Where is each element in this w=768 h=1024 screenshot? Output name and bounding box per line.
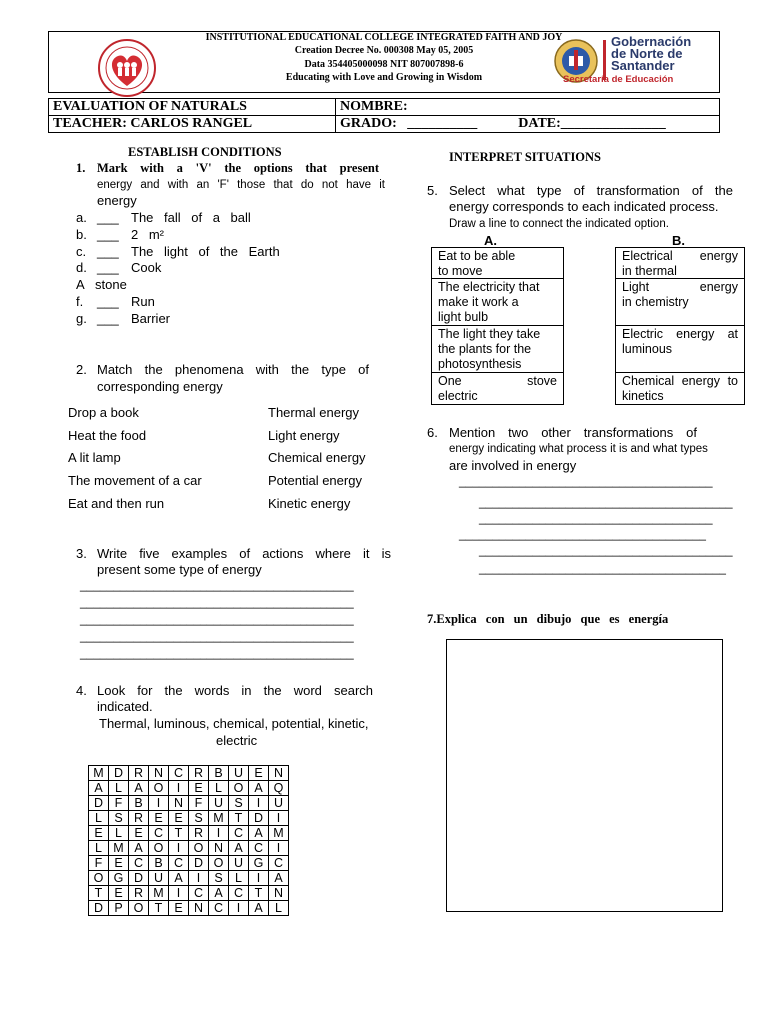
word-search-cell[interactable]: E <box>109 886 129 901</box>
q1-prompt: Mark with a 'V' the options that present <box>97 161 379 175</box>
q6-answer-2c[interactable]: _____________________________________ <box>479 561 726 575</box>
phenomenon-item: Heat the food <box>68 427 147 443</box>
q5-prompt-cont: energy corresponds to each indicated process. <box>449 199 719 214</box>
q3-answer-line[interactable] <box>80 595 354 609</box>
q1-answer-blank[interactable]: ___ <box>97 243 119 259</box>
process-option-line: light bulb <box>438 310 489 324</box>
word-search-cell[interactable]: A <box>209 886 229 901</box>
word-search-cell[interactable]: A <box>269 871 289 886</box>
word-search-cell[interactable]: C <box>189 886 209 901</box>
subject-cell: EVALUATION OF NATURALS <box>49 99 336 116</box>
word-search-cell[interactable]: U <box>229 766 249 781</box>
q4-prompt: Look for the words in the word search <box>97 683 373 698</box>
word-search-cell[interactable]: I <box>209 826 229 841</box>
date-field[interactable]: DATE:_______________ <box>518 116 666 131</box>
nombre-field[interactable]: NOMBRE: <box>336 99 720 116</box>
word-search-cell[interactable]: N <box>209 841 229 856</box>
word-search-cell[interactable]: A <box>129 781 149 796</box>
transformation-option[interactable] <box>615 278 745 326</box>
word-search-cell[interactable]: E <box>189 781 209 796</box>
transformation-option[interactable] <box>615 372 745 405</box>
word-search-cell[interactable]: O <box>149 781 169 796</box>
word-search-cell[interactable]: S <box>189 811 209 826</box>
process-option-line: The electricity that <box>438 280 540 294</box>
phenomenon-item: A lit lamp <box>68 450 121 466</box>
word-search-cell[interactable]: I <box>269 841 289 856</box>
school-logo <box>96 38 158 98</box>
word-search-cell[interactable]: N <box>169 796 189 811</box>
transformation-option-line: Chemical energy to <box>622 374 738 388</box>
word-search-cell[interactable]: A <box>249 826 269 841</box>
word-search-cell[interactable]: E <box>129 826 149 841</box>
q4-number: 4. <box>76 683 87 698</box>
word-search-cell[interactable]: B <box>129 796 149 811</box>
word-search-row <box>89 871 289 886</box>
transformation-option[interactable] <box>615 325 745 373</box>
q1-option-letter: g. <box>76 310 87 326</box>
word-search-cell[interactable]: O <box>149 841 169 856</box>
word-search-row <box>89 841 289 856</box>
process-option-line: photosynthesis <box>438 357 522 371</box>
school-name: INSTITUTIONAL EDUCATIONAL COLLEGE INTEGRATED FAITH AND JOY <box>205 32 563 43</box>
grado-field[interactable]: GRADO: __________ <box>340 116 478 131</box>
process-option-line: electric <box>438 389 478 403</box>
energy-type-item: Potential energy <box>268 473 362 489</box>
word-search-cell[interactable]: E <box>149 811 169 826</box>
q3-answer-line[interactable] <box>80 612 354 626</box>
word-search-cell[interactable]: I <box>189 871 209 886</box>
word-search-cell[interactable]: F <box>109 796 129 811</box>
q2-prompt: Match the phenomena with the type of <box>97 362 369 377</box>
word-search-cell[interactable]: T <box>149 901 169 916</box>
word-search-cell[interactable]: G <box>249 856 269 871</box>
q3-prompt-cont: present some type of energy <box>97 562 262 577</box>
motto: Educating with Love and Growing in Wisdom <box>285 72 483 83</box>
word-search-cell[interactable]: D <box>249 811 269 826</box>
q6-prompt: Mention two other transformations of <box>449 425 697 440</box>
gob-line3: Santander <box>611 58 675 73</box>
q1-option-text: The fall of a ball <box>131 210 251 225</box>
word-search-cell[interactable]: D <box>129 871 149 886</box>
data-line: Data 354405000098 NIT 807007898-6 <box>304 59 464 70</box>
q1-prompt-cont: energy and with an 'F' those that do not have it <box>97 179 385 191</box>
word-search-cell[interactable]: A <box>169 871 189 886</box>
word-search-cell[interactable]: A <box>89 781 109 796</box>
word-search-cell[interactable]: L <box>89 811 109 826</box>
word-search-cell[interactable]: U <box>229 856 249 871</box>
transformation-option-line: Electric energy at <box>622 327 738 341</box>
word-search-cell[interactable]: C <box>249 841 269 856</box>
gob-line1: Gobernación <box>611 34 692 49</box>
word-search-cell[interactable]: L <box>209 781 229 796</box>
q1-answer-blank[interactable]: ___ <box>97 260 119 276</box>
energy-type-item: Thermal energy <box>268 405 360 420</box>
q3-answer-line[interactable] <box>80 629 354 643</box>
section-establish-title: ESTABLISH CONDITIONS <box>128 145 282 159</box>
word-search-cell[interactable]: Q <box>269 781 289 796</box>
q1-answer-blank[interactable]: ___ <box>97 310 119 326</box>
q6-prompt-end: are involved in energy <box>449 458 577 473</box>
answer-blank: _________________________________________ <box>80 646 354 660</box>
word-search-cell[interactable]: D <box>109 766 129 781</box>
word-search-cell[interactable]: C <box>229 826 249 841</box>
word-search-cell[interactable]: R <box>129 886 149 901</box>
q6-number: 6. <box>427 425 438 440</box>
process-option-line: Eat to be able <box>438 249 516 263</box>
word-search-cell[interactable]: F <box>89 856 109 871</box>
word-search-cell[interactable]: S <box>209 871 229 886</box>
word-search-cell[interactable]: O <box>209 856 229 871</box>
process-option-line: the plants for the <box>438 342 532 356</box>
word-search-cell[interactable]: N <box>269 886 289 901</box>
word-search-row <box>89 781 289 796</box>
q2-prompt-cont: corresponding energy <box>97 379 223 394</box>
transformation-option-line: Electrical energy <box>622 249 738 263</box>
column-a-label: A. <box>484 233 497 248</box>
word-search-cell[interactable]: N <box>189 901 209 916</box>
word-search-cell[interactable]: I <box>169 841 189 856</box>
process-option[interactable] <box>431 247 564 279</box>
q1-option-letter: b. <box>76 226 87 242</box>
transformation-option[interactable] <box>615 247 745 279</box>
word-search-cell[interactable]: I <box>249 796 269 811</box>
word-search-cell[interactable]: B <box>209 766 229 781</box>
process-option-line: The light they take <box>438 327 541 341</box>
word-search-cell[interactable]: D <box>189 856 209 871</box>
student-info-table <box>48 98 720 133</box>
word-search-row <box>89 826 289 841</box>
word-search-cell[interactable]: T <box>89 886 109 901</box>
drawing-area[interactable] <box>446 639 723 912</box>
word-search-cell[interactable]: L <box>109 781 129 796</box>
phenomenon-item: The movement of a car <box>68 473 202 489</box>
q6-answer-1c[interactable]: ___________________________________ <box>479 511 713 525</box>
q3-answer-line[interactable] <box>80 578 354 592</box>
word-search-cell[interactable]: P <box>109 901 129 916</box>
phenomenon-item: Drop a book <box>68 405 139 420</box>
transformation-option-line: luminous <box>622 342 673 356</box>
word-search-cell[interactable]: U <box>149 871 169 886</box>
answer-blank: _________________________________________ <box>80 595 354 609</box>
energy-type-item: Light energy <box>268 427 340 443</box>
q7-prompt: 7.Explica con un dibujo que es energía <box>427 612 669 626</box>
word-search-cell[interactable]: O <box>189 841 209 856</box>
word-search-cell[interactable]: T <box>229 811 249 826</box>
word-search-cell[interactable]: E <box>109 856 129 871</box>
transformation-option-line: in chemistry <box>622 295 689 309</box>
q6-answer-1b[interactable]: ______________________________________ <box>479 495 733 509</box>
word-search-cell[interactable]: A <box>229 841 249 856</box>
word-search-cell[interactable]: O <box>89 871 109 886</box>
word-search-cell[interactable]: N <box>269 766 289 781</box>
q5-prompt: Select what type of transformation of the <box>449 183 733 198</box>
q3-answer-line[interactable] <box>80 646 354 660</box>
word-search-cell[interactable]: E <box>89 826 109 841</box>
word-search-cell[interactable]: I <box>169 886 189 901</box>
word-search-cell[interactable]: S <box>109 811 129 826</box>
energy-type-item: Kinetic energy <box>268 495 351 511</box>
word-search-row <box>89 856 289 871</box>
q1-number: 1. <box>76 161 86 175</box>
word-search-cell[interactable]: F <box>189 796 209 811</box>
word-search-cell[interactable]: I <box>269 811 289 826</box>
word-search-cell[interactable]: C <box>229 886 249 901</box>
word-search-cell[interactable]: D <box>89 901 109 916</box>
q5-instruction: Draw a line to connect the indicated option. <box>449 218 669 230</box>
word-search-cell[interactable]: M <box>149 886 169 901</box>
q1-option-text: 2 m² <box>131 226 164 242</box>
word-search-cell[interactable]: A <box>129 841 149 856</box>
transformation-option-line: kinetics <box>622 389 664 403</box>
q4-words-cont: electric <box>216 733 258 748</box>
column-b-label: B. <box>672 233 685 248</box>
q6-answer-2[interactable]: _____________________________________ <box>459 527 706 541</box>
word-search-cell[interactable]: M <box>109 841 129 856</box>
word-search-cell[interactable]: T <box>169 826 189 841</box>
q1-option-text: Barrier <box>131 310 171 326</box>
q1-option-letter: a. <box>76 210 87 225</box>
word-search-row <box>89 766 289 781</box>
teacher-cell: TEACHER: CARLOS RANGEL <box>49 116 336 133</box>
word-search-cell[interactable]: C <box>149 826 169 841</box>
q1-option-letter: c. <box>76 243 87 259</box>
process-option-line: One stove <box>438 374 557 388</box>
word-search-cell[interactable]: B <box>149 856 169 871</box>
word-search-cell[interactable]: L <box>229 871 249 886</box>
word-search-cell[interactable]: C <box>169 766 189 781</box>
word-search-cell[interactable]: L <box>89 841 109 856</box>
answer-blank: _________________________________________ <box>80 578 354 592</box>
gob-line2: de Norte de <box>611 46 683 61</box>
q4-words: Thermal, luminous, chemical, potential, kinetic, <box>99 716 369 731</box>
word-search-cell[interactable]: E <box>169 811 189 826</box>
q3-prompt: Write five examples of actions where it is <box>97 546 391 561</box>
q1-answer-blank[interactable]: ___ <box>97 226 119 242</box>
q1-option-text: The light of the Earth <box>131 243 280 259</box>
gob-sub: Secretaría de Educación <box>563 74 674 85</box>
q1-option-letter: d. <box>76 260 87 276</box>
word-search-cell[interactable]: G <box>109 871 129 886</box>
section-interpret-title: INTERPRET SITUATIONS <box>449 150 602 164</box>
answer-blank: _________________________________________ <box>80 629 354 643</box>
process-option[interactable] <box>431 325 564 373</box>
word-search-cell[interactable]: A <box>249 901 269 916</box>
q6-answer-1[interactable]: ______________________________________ <box>459 474 713 488</box>
transformation-option-line: Light energy <box>622 280 738 294</box>
word-search-row <box>89 811 289 826</box>
gobernacion-logo <box>553 34 713 90</box>
word-search-cell[interactable]: C <box>169 856 189 871</box>
word-search-cell[interactable]: M <box>89 766 109 781</box>
q1-option-text: Run <box>131 294 155 309</box>
word-search-cell[interactable]: E <box>249 766 269 781</box>
word-search-cell[interactable]: N <box>149 766 169 781</box>
q6-prompt-cont: energy indicating what process it is and what types <box>449 443 708 455</box>
process-option[interactable] <box>431 278 564 326</box>
q1-option-letter: A <box>76 277 85 293</box>
q1-answer-blank[interactable]: ___ <box>97 294 119 309</box>
word-search-cell[interactable]: M <box>209 811 229 826</box>
grado-date-cell[interactable] <box>336 116 720 133</box>
word-search-cell[interactable]: R <box>189 826 209 841</box>
q1-prompt-end: energy <box>97 193 137 208</box>
q1-option-letter: f. <box>76 294 84 309</box>
phenomenon-item: Eat and then run <box>68 495 165 511</box>
word-search-row <box>89 901 289 916</box>
q6-answer-2b[interactable]: ______________________________________ <box>479 543 733 557</box>
word-search-cell[interactable]: I <box>149 796 169 811</box>
creation-decree: Creation Decree No. 000308 May 05, 2005 <box>294 45 474 56</box>
word-search-cell[interactable]: I <box>249 871 269 886</box>
word-search-cell[interactable]: R <box>129 811 149 826</box>
word-search-row <box>89 886 289 901</box>
word-search-cell[interactable]: R <box>189 766 209 781</box>
word-search-cell[interactable]: I <box>169 781 189 796</box>
word-search-cell[interactable]: U <box>209 796 229 811</box>
transformation-option-line: in thermal <box>622 264 677 278</box>
q3-number: 3. <box>76 546 87 561</box>
word-search-cell[interactable]: T <box>249 886 269 901</box>
word-search-cell[interactable]: L <box>269 901 289 916</box>
word-search-cell[interactable]: C <box>269 856 289 871</box>
word-search-cell[interactable]: R <box>129 766 149 781</box>
word-search-cell[interactable]: L <box>109 826 129 841</box>
word-search-cell[interactable]: C <box>129 856 149 871</box>
word-search-cell[interactable]: O <box>129 901 149 916</box>
q1-answer-blank[interactable]: ___ <box>97 210 119 225</box>
word-search-cell[interactable]: M <box>269 826 289 841</box>
word-search-cell[interactable]: O <box>229 781 249 796</box>
energy-type-item: Chemical energy <box>268 450 366 466</box>
word-search-cell[interactable]: A <box>249 781 269 796</box>
q4-prompt-cont: indicated. <box>97 699 153 714</box>
word-search-cell[interactable]: U <box>269 796 289 811</box>
process-option[interactable] <box>431 372 564 405</box>
word-search-row <box>89 796 289 811</box>
answer-blank: _________________________________________ <box>80 612 354 626</box>
word-search-cell[interactable]: E <box>169 901 189 916</box>
q1-option-text: stone <box>95 277 127 293</box>
word-search-cell[interactable]: D <box>89 796 109 811</box>
q5-number: 5. <box>427 183 438 198</box>
process-option-line: make it work a <box>438 295 519 309</box>
word-search-cell[interactable]: C <box>209 901 229 916</box>
word-search-cell[interactable]: I <box>229 901 249 916</box>
word-search-cell[interactable]: S <box>229 796 249 811</box>
q2-number: 2. <box>76 362 87 377</box>
process-option-line: to move <box>438 264 483 278</box>
q1-option-text: Cook <box>131 260 162 276</box>
word-search-grid <box>88 765 289 916</box>
